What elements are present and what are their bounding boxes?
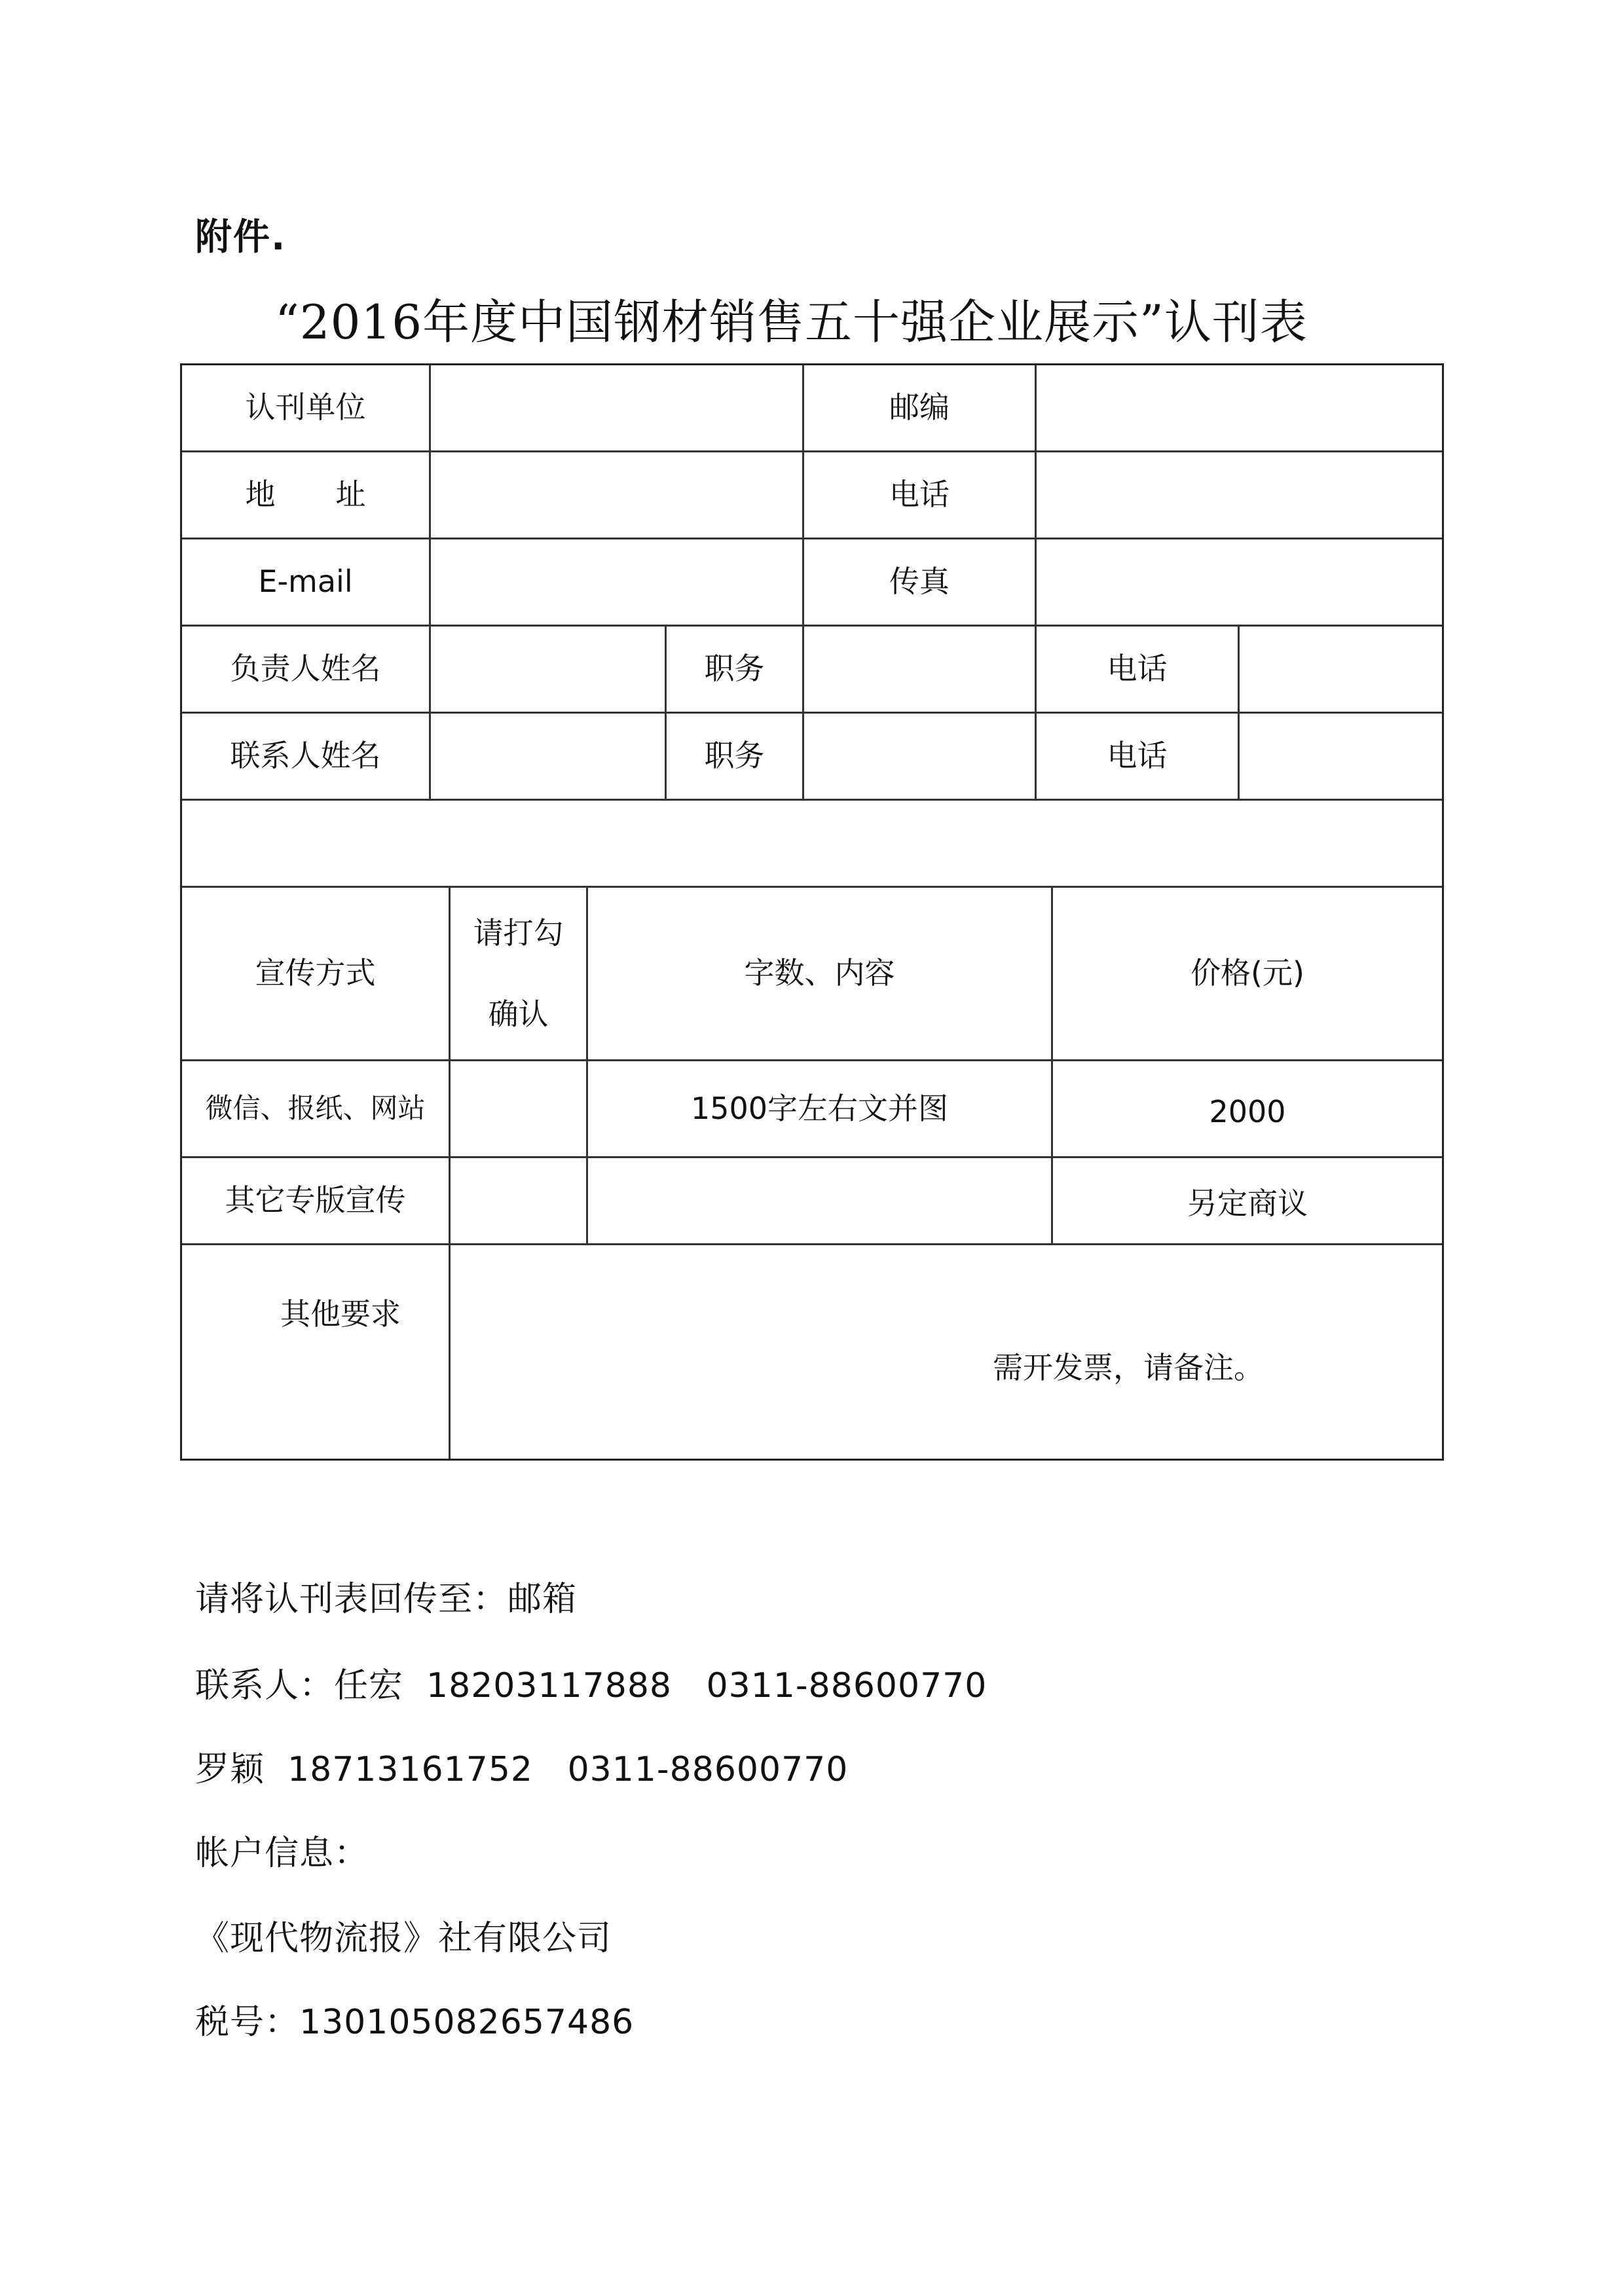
blank-row bbox=[182, 801, 1442, 886]
person-in-charge-phone-field[interactable] bbox=[1240, 627, 1442, 712]
postcode-label: 邮编 bbox=[889, 390, 950, 426]
phone-field[interactable] bbox=[1037, 452, 1442, 538]
subscriber-unit-label: 认刊单位 bbox=[245, 390, 366, 426]
person-in-charge-position-label: 职务 bbox=[704, 651, 765, 687]
document-title: “2016年度中国钢材销售五十强企业展示”认刊表 bbox=[275, 295, 1308, 350]
person-in-charge-phone-label: 电话 bbox=[1107, 651, 1168, 687]
email-label: E-mail bbox=[258, 564, 353, 600]
check-confirm-line2: 确认 bbox=[488, 996, 549, 1032]
promo-method-header: 宣传方式 bbox=[255, 955, 376, 991]
promo-price-cell: 2000 bbox=[1209, 1093, 1286, 1129]
address-label: 地 址 bbox=[245, 477, 366, 513]
contact-line-1: 联系人：任宏 18203117888 0311-88600770 bbox=[195, 1666, 987, 1705]
promo-checkbox[interactable] bbox=[451, 1158, 586, 1243]
contact-line-2: 罗颖 18713161752 0311-88600770 bbox=[195, 1750, 849, 1789]
contact-person-field[interactable] bbox=[431, 714, 665, 799]
account-info-label: 帐户信息： bbox=[195, 1834, 369, 1873]
contact-person-position-label: 职务 bbox=[704, 738, 765, 774]
promo-content-cell: 1500字左右文并图 bbox=[690, 1090, 949, 1126]
person-in-charge-field[interactable] bbox=[431, 627, 665, 712]
address-field[interactable] bbox=[431, 452, 802, 538]
postcode-field[interactable] bbox=[1037, 365, 1442, 450]
contact-person-position-field[interactable] bbox=[804, 714, 1035, 799]
subscription-form bbox=[180, 363, 1444, 1461]
email-field[interactable] bbox=[431, 539, 802, 625]
subscriber-unit-field[interactable] bbox=[431, 365, 802, 450]
tax-id: 税号：130105082657486 bbox=[195, 2003, 635, 2042]
return-instruction: 请将认刊表回传至：邮箱 bbox=[195, 1580, 578, 1619]
person-in-charge-label: 负责人姓名 bbox=[230, 651, 381, 687]
attachment-label: 附件. bbox=[195, 216, 287, 259]
promo-price-cell: 另定商议 bbox=[1187, 1186, 1308, 1222]
contact-person-label: 联系人姓名 bbox=[230, 738, 381, 774]
contact-person-phone-label: 电话 bbox=[1107, 738, 1168, 774]
promo-method-cell: 微信、报纸、网站 bbox=[205, 1092, 426, 1125]
fax-field[interactable] bbox=[1037, 539, 1442, 625]
person-in-charge-position-field[interactable] bbox=[804, 627, 1035, 712]
other-requirements-field[interactable] bbox=[451, 1245, 1442, 1459]
promo-checkbox[interactable] bbox=[451, 1061, 586, 1156]
phone-label: 电话 bbox=[889, 477, 950, 513]
price-header: 价格(元) bbox=[1190, 955, 1304, 991]
other-requirements-label: 其他要求 bbox=[280, 1296, 401, 1332]
promo-method-cell: 其它专版宣传 bbox=[225, 1182, 406, 1218]
check-confirm-line1: 请打勾 bbox=[473, 915, 564, 951]
fax-label: 传真 bbox=[889, 564, 950, 600]
invoice-note: 需开发票，请备注。 bbox=[993, 1350, 1264, 1385]
check-confirm-header bbox=[451, 888, 586, 1059]
content-header: 字数、内容 bbox=[744, 955, 895, 991]
contact-person-phone-field[interactable] bbox=[1240, 714, 1442, 799]
company-name: 《现代物流报》社有限公司 bbox=[195, 1919, 612, 1958]
promo-content-cell[interactable] bbox=[588, 1158, 1051, 1243]
